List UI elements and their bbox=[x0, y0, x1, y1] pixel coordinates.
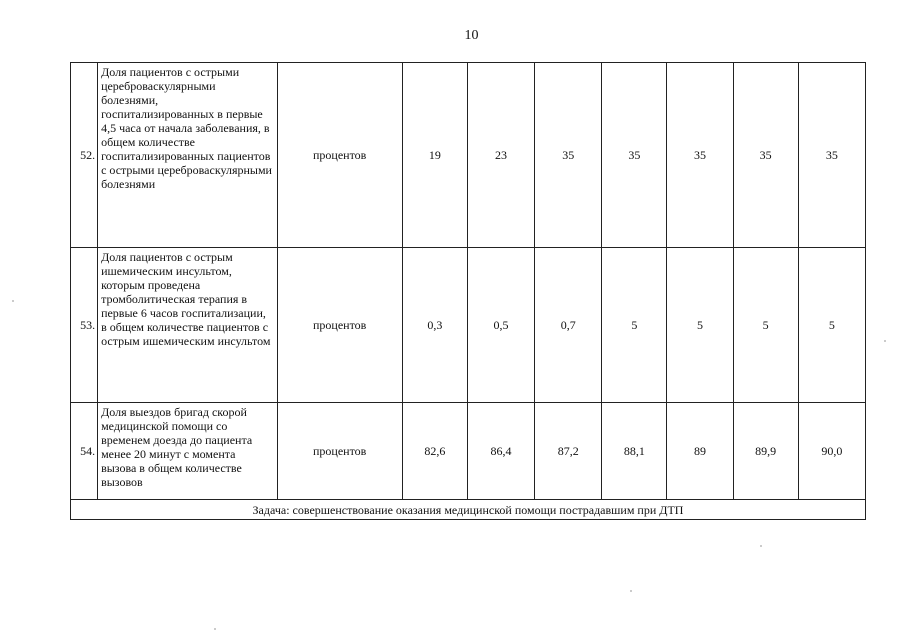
indicator-description: Доля пациентов с острым ишемическим инсультом, которым проведена тромболитическая терапия в первые 6 часов госпитализации, в общем количестве пациентов с острым ишемическим инсультом bbox=[98, 248, 277, 403]
value-cell: 5 bbox=[733, 248, 798, 403]
value-cell: 5 bbox=[667, 248, 733, 403]
value-cell: 35 bbox=[733, 63, 798, 248]
value-cell: 89 bbox=[667, 403, 733, 500]
unit-cell: процентов bbox=[277, 63, 402, 248]
unit-cell: процентов bbox=[277, 403, 402, 500]
row-number: 52. bbox=[71, 63, 98, 248]
scan-speck bbox=[760, 545, 762, 547]
indicators-table bbox=[70, 62, 866, 520]
table-row bbox=[71, 248, 866, 403]
value-cell: 90,0 bbox=[798, 403, 865, 500]
table-row bbox=[71, 403, 866, 500]
value-cell: 23 bbox=[467, 63, 534, 248]
value-cell: 89,9 bbox=[733, 403, 798, 500]
task-row bbox=[71, 500, 866, 520]
scan-speck bbox=[884, 340, 886, 342]
value-cell: 87,2 bbox=[535, 403, 602, 500]
value-cell: 82,6 bbox=[402, 403, 467, 500]
value-cell: 0,3 bbox=[402, 248, 467, 403]
value-cell: 0,5 bbox=[467, 248, 534, 403]
value-cell: 88,1 bbox=[602, 403, 667, 500]
indicator-description: Доля пациентов с острыми цереброваскулярными болезнями, госпитализированных в первые 4,5 часа от начала заболевания, в общем количестве госпитализированных пациентов с острыми цереброваскулярными болезнями bbox=[98, 63, 277, 248]
value-cell: 86,4 bbox=[467, 403, 534, 500]
value-cell: 0,7 bbox=[535, 248, 602, 403]
table-row bbox=[71, 63, 866, 248]
value-cell: 35 bbox=[535, 63, 602, 248]
task-caption: Задача: совершенствование оказания медицинской помощи пострадавшим при ДТП bbox=[71, 500, 866, 520]
value-cell: 5 bbox=[798, 248, 865, 403]
row-number: 53. bbox=[71, 248, 98, 403]
scan-speck bbox=[12, 300, 14, 302]
scan-speck bbox=[630, 590, 632, 592]
unit-cell: процентов bbox=[277, 248, 402, 403]
value-cell: 35 bbox=[602, 63, 667, 248]
value-cell: 19 bbox=[402, 63, 467, 248]
indicator-description: Доля выездов бригад скорой медицинской помощи со временем доезда до пациента менее 20 минут с момента вызова в общем количестве вызовов bbox=[98, 403, 277, 500]
page-number: 10 bbox=[464, 28, 479, 43]
value-cell: 5 bbox=[602, 248, 667, 403]
value-cell: 35 bbox=[798, 63, 865, 248]
scan-speck bbox=[214, 628, 216, 630]
row-number: 54. bbox=[71, 403, 98, 500]
value-cell: 35 bbox=[667, 63, 733, 248]
